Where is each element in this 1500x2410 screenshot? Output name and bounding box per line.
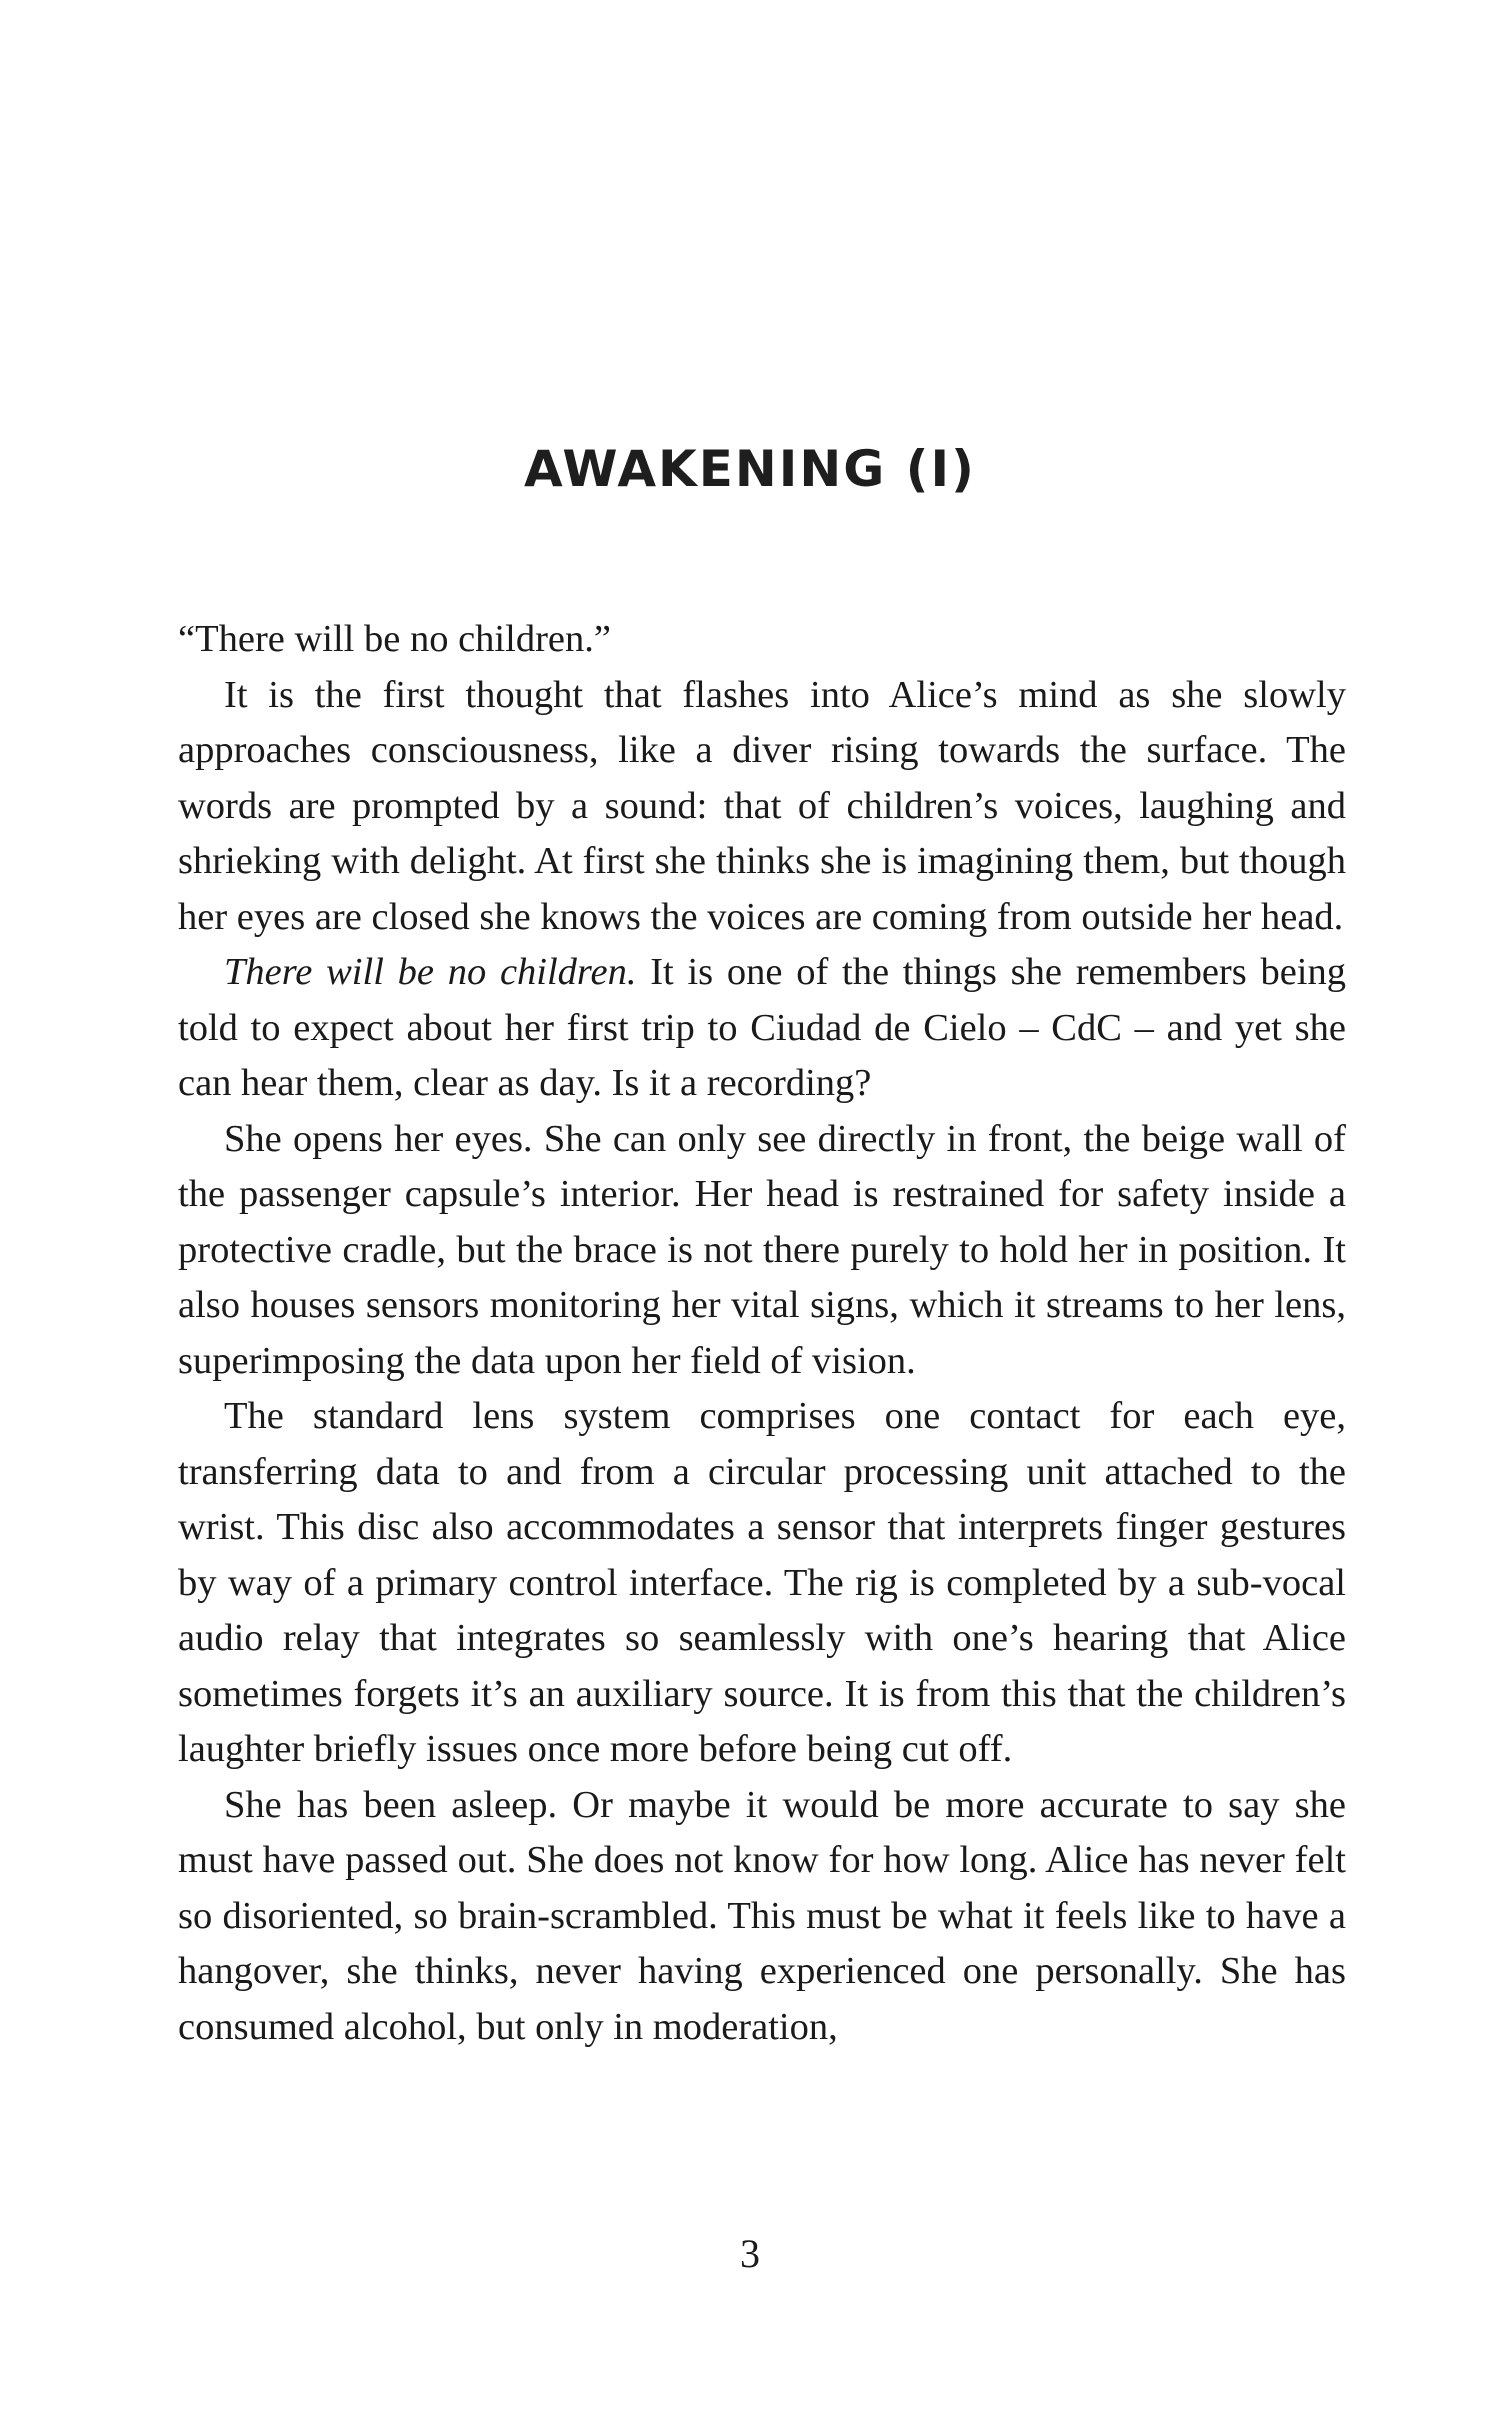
paragraph-3-italic: There will be no children. (224, 951, 637, 993)
paragraph-4: She opens her eyes. She can only see directly in front, the beige wall of the passenger capsule’s interior. Her head is restrained for safety inside a protective cradle, but the brace is not there purely to hold her in position. It also houses sensors monitoring her vital signs, which it streams to her lens, superimposing the data upon her field of vision. (178, 1117, 1346, 1382)
paragraph-1: “There will be no children.” (178, 618, 611, 660)
page-number: 3 (740, 2231, 760, 2276)
chapter-title: AWAKENING (I) (523, 440, 976, 498)
paragraph-5: The standard lens system comprises one contact for each eye, transferring data to and from a circular processing unit attached to the wrist. This disc also accommodates a sensor that interprets finger gestures by way of a primary control interface. The rig is completed by a sub-vocal audio relay that integrates so seamlessly with one’s hearing that Alice sometimes forgets it’s an auxiliary source. It is from this that the children’s laughter briefly issues once more before being cut off. (178, 1395, 1346, 1770)
chapter-body (178, 612, 1346, 2055)
paragraph-6: She has been asleep. Or maybe it would be more accurate to say she must have passed out. She does not know for how long. Alice has never felt so disoriented, so brain-scrambled. This must be what it feels like to have a hangover, she thinks, never having experienced one personally. She has consumed alcohol, but only in moderation, (178, 1783, 1346, 2048)
paragraph-2: It is the first thought that flashes into Alice’s mind as she slowly approaches consciousness, like a diver rising towards the surface. The words are prompted by a sound: that of children’s voices, laughing and shrieking with delight. At first she thinks she is imagining them, but though her eyes are closed she knows the voices are coming from outside her head. (178, 673, 1346, 938)
paragraph-3 (178, 945, 1346, 1112)
paragraph-3-text: It is one of the things she remembers being told to expect about her first trip to Ciudad de Cielo – CdC – and yet she can hear them, clear as day. Is it a recording? (178, 951, 1346, 1104)
